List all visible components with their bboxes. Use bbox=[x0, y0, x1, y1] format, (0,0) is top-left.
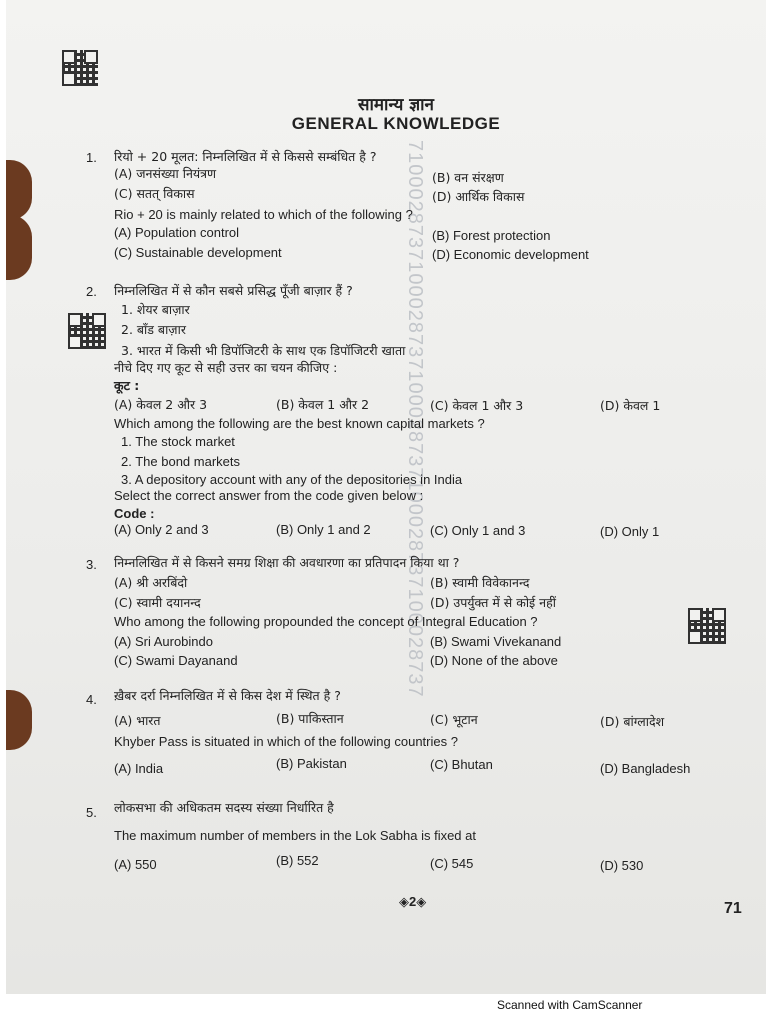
question-number: 1. bbox=[86, 150, 97, 165]
option-b: (B) 552 bbox=[276, 853, 319, 868]
option-a-hindi: (A) केवल 2 और 3 bbox=[114, 397, 208, 412]
watermark-serial: 7100028737100028737100028737100028737100028737 bbox=[404, 140, 426, 698]
option-a: (A) Only 2 and 3 bbox=[114, 522, 209, 537]
question-text-hindi: निम्नलिखित में से कौन सबसे प्रसिद्ध पूँजी बाज़ार हैं ? bbox=[114, 283, 353, 298]
question-text: Khyber Pass is situated in which of the following countries ? bbox=[114, 734, 458, 749]
option-d: (D) 530 bbox=[600, 858, 644, 873]
instruction: Select the correct answer from the code given below : bbox=[114, 488, 424, 503]
question-text-hindi: ख़ैबर दर्रा निम्नलिखित में से किस देश में स्थित है ? bbox=[114, 688, 341, 703]
option-d-hindi: (D) उपर्युक्त में से कोई नहीं bbox=[430, 595, 556, 610]
option-d-hindi: (D) आर्थिक विकास bbox=[432, 189, 525, 204]
option-b: (B) Forest protection bbox=[432, 228, 551, 243]
list-item: 1. The stock market bbox=[121, 434, 235, 449]
option-a: (A) Sri Aurobindo bbox=[114, 634, 213, 649]
list-item-hindi: 2. बॉंड बाज़ार bbox=[121, 322, 186, 337]
instruction-hindi: नीचे दिए गए कूट से सही उत्तर का चयन कीजिए : bbox=[114, 360, 338, 375]
question-text: Rio + 20 is mainly related to which of the following ? bbox=[114, 207, 413, 222]
finger-shadow bbox=[6, 160, 32, 220]
scanner-footer-band bbox=[0, 994, 768, 1024]
option-c-hindi: (C) केवल 1 और 3 bbox=[430, 398, 524, 413]
page-title-hindi: सामान्य ज्ञान bbox=[358, 95, 434, 115]
finger-shadow bbox=[6, 215, 32, 280]
question-text-hindi: निम्नलिखित में से किसने समग्र शिक्षा की अवधारणा का प्रतिपादन किया था ? bbox=[114, 555, 460, 570]
option-c: (C) Bhutan bbox=[430, 757, 493, 772]
scanner-credit: Scanned with CamScanner bbox=[497, 998, 643, 1012]
list-item: 2. The bond markets bbox=[121, 454, 240, 469]
list-item: 3. A depository account with any of the depositories in India bbox=[121, 472, 463, 487]
qr-code-icon bbox=[68, 313, 106, 349]
option-a-hindi: (A) भारत bbox=[114, 713, 161, 728]
question-text-hindi: लोकसभा की अधिकतम सदस्य संख्या निर्धारित है bbox=[114, 800, 334, 815]
page-mark: ◈2◈ bbox=[399, 894, 427, 909]
question-number: 2. bbox=[86, 284, 97, 299]
code-label: Code : bbox=[114, 506, 155, 521]
option-a: (A) 550 bbox=[114, 857, 157, 872]
option-b-hindi: (B) वन संरक्षण bbox=[432, 170, 504, 185]
qr-code-icon bbox=[688, 608, 726, 644]
question-text: Who among the following propounded the concept of Integral Education ? bbox=[114, 614, 538, 629]
option-c: (C) Swami Dayanand bbox=[114, 653, 238, 668]
option-d-hindi: (D) बांग्लादेश bbox=[600, 714, 665, 729]
question-number: 3. bbox=[86, 557, 97, 572]
page-title: GENERAL KNOWLEDGE bbox=[291, 114, 501, 133]
option-b-hindi: (B) पाकिस्तान bbox=[276, 711, 344, 726]
option-b: (B) Pakistan bbox=[276, 756, 347, 771]
question-text: The maximum number of members in the Lok Sabha is fixed at bbox=[114, 828, 476, 843]
option-c-hindi: (C) सतत् विकास bbox=[114, 186, 195, 201]
page-number: 71 bbox=[724, 900, 742, 917]
option-a-hindi: (A) जनसंख्या नियंत्रण bbox=[114, 166, 217, 181]
question-number: 5. bbox=[86, 805, 97, 820]
exam-page bbox=[6, 0, 766, 994]
option-d-hindi: (D) केवल 1 bbox=[600, 398, 661, 413]
option-b-hindi: (B) स्वामी विवेकानन्द bbox=[430, 575, 530, 590]
question-number: 4. bbox=[86, 692, 97, 707]
qr-code-icon bbox=[62, 50, 98, 86]
option-c: (C) Only 1 and 3 bbox=[430, 523, 526, 538]
option-d: (D) Economic development bbox=[432, 247, 589, 262]
list-item-hindi: 3. भारत में किसी भी डिपॉजिटरी के साथ एक डिपॉजिटरी खाता bbox=[121, 343, 406, 358]
question-text-hindi: रियो + 20 मूलत: निम्नलिखित में से किससे सम्बंधित है ? bbox=[114, 149, 377, 164]
option-c: (C) 545 bbox=[430, 856, 474, 871]
option-b: (B) Swami Vivekanand bbox=[430, 634, 562, 649]
question-text: Which among the following are the best known capital markets ? bbox=[114, 416, 485, 431]
code-label-hindi: कूट : bbox=[114, 378, 140, 393]
option-c: (C) Sustainable development bbox=[114, 245, 282, 260]
option-c-hindi: (C) स्वामी दयानन्द bbox=[114, 595, 201, 610]
option-d: (D) Only 1 bbox=[600, 524, 660, 539]
option-a-hindi: (A) श्री अरबिंदो bbox=[114, 575, 188, 590]
option-d: (D) Bangladesh bbox=[600, 761, 691, 776]
option-a: (A) India bbox=[114, 761, 164, 776]
option-b-hindi: (B) केवल 1 और 2 bbox=[276, 397, 370, 412]
option-d: (D) None of the above bbox=[430, 653, 558, 668]
option-b: (B) Only 1 and 2 bbox=[276, 522, 371, 537]
option-c-hindi: (C) भूटान bbox=[430, 712, 478, 727]
option-a: (A) Population control bbox=[114, 225, 240, 240]
list-item-hindi: 1. शेयर बाज़ार bbox=[121, 302, 190, 317]
finger-shadow bbox=[6, 690, 32, 750]
